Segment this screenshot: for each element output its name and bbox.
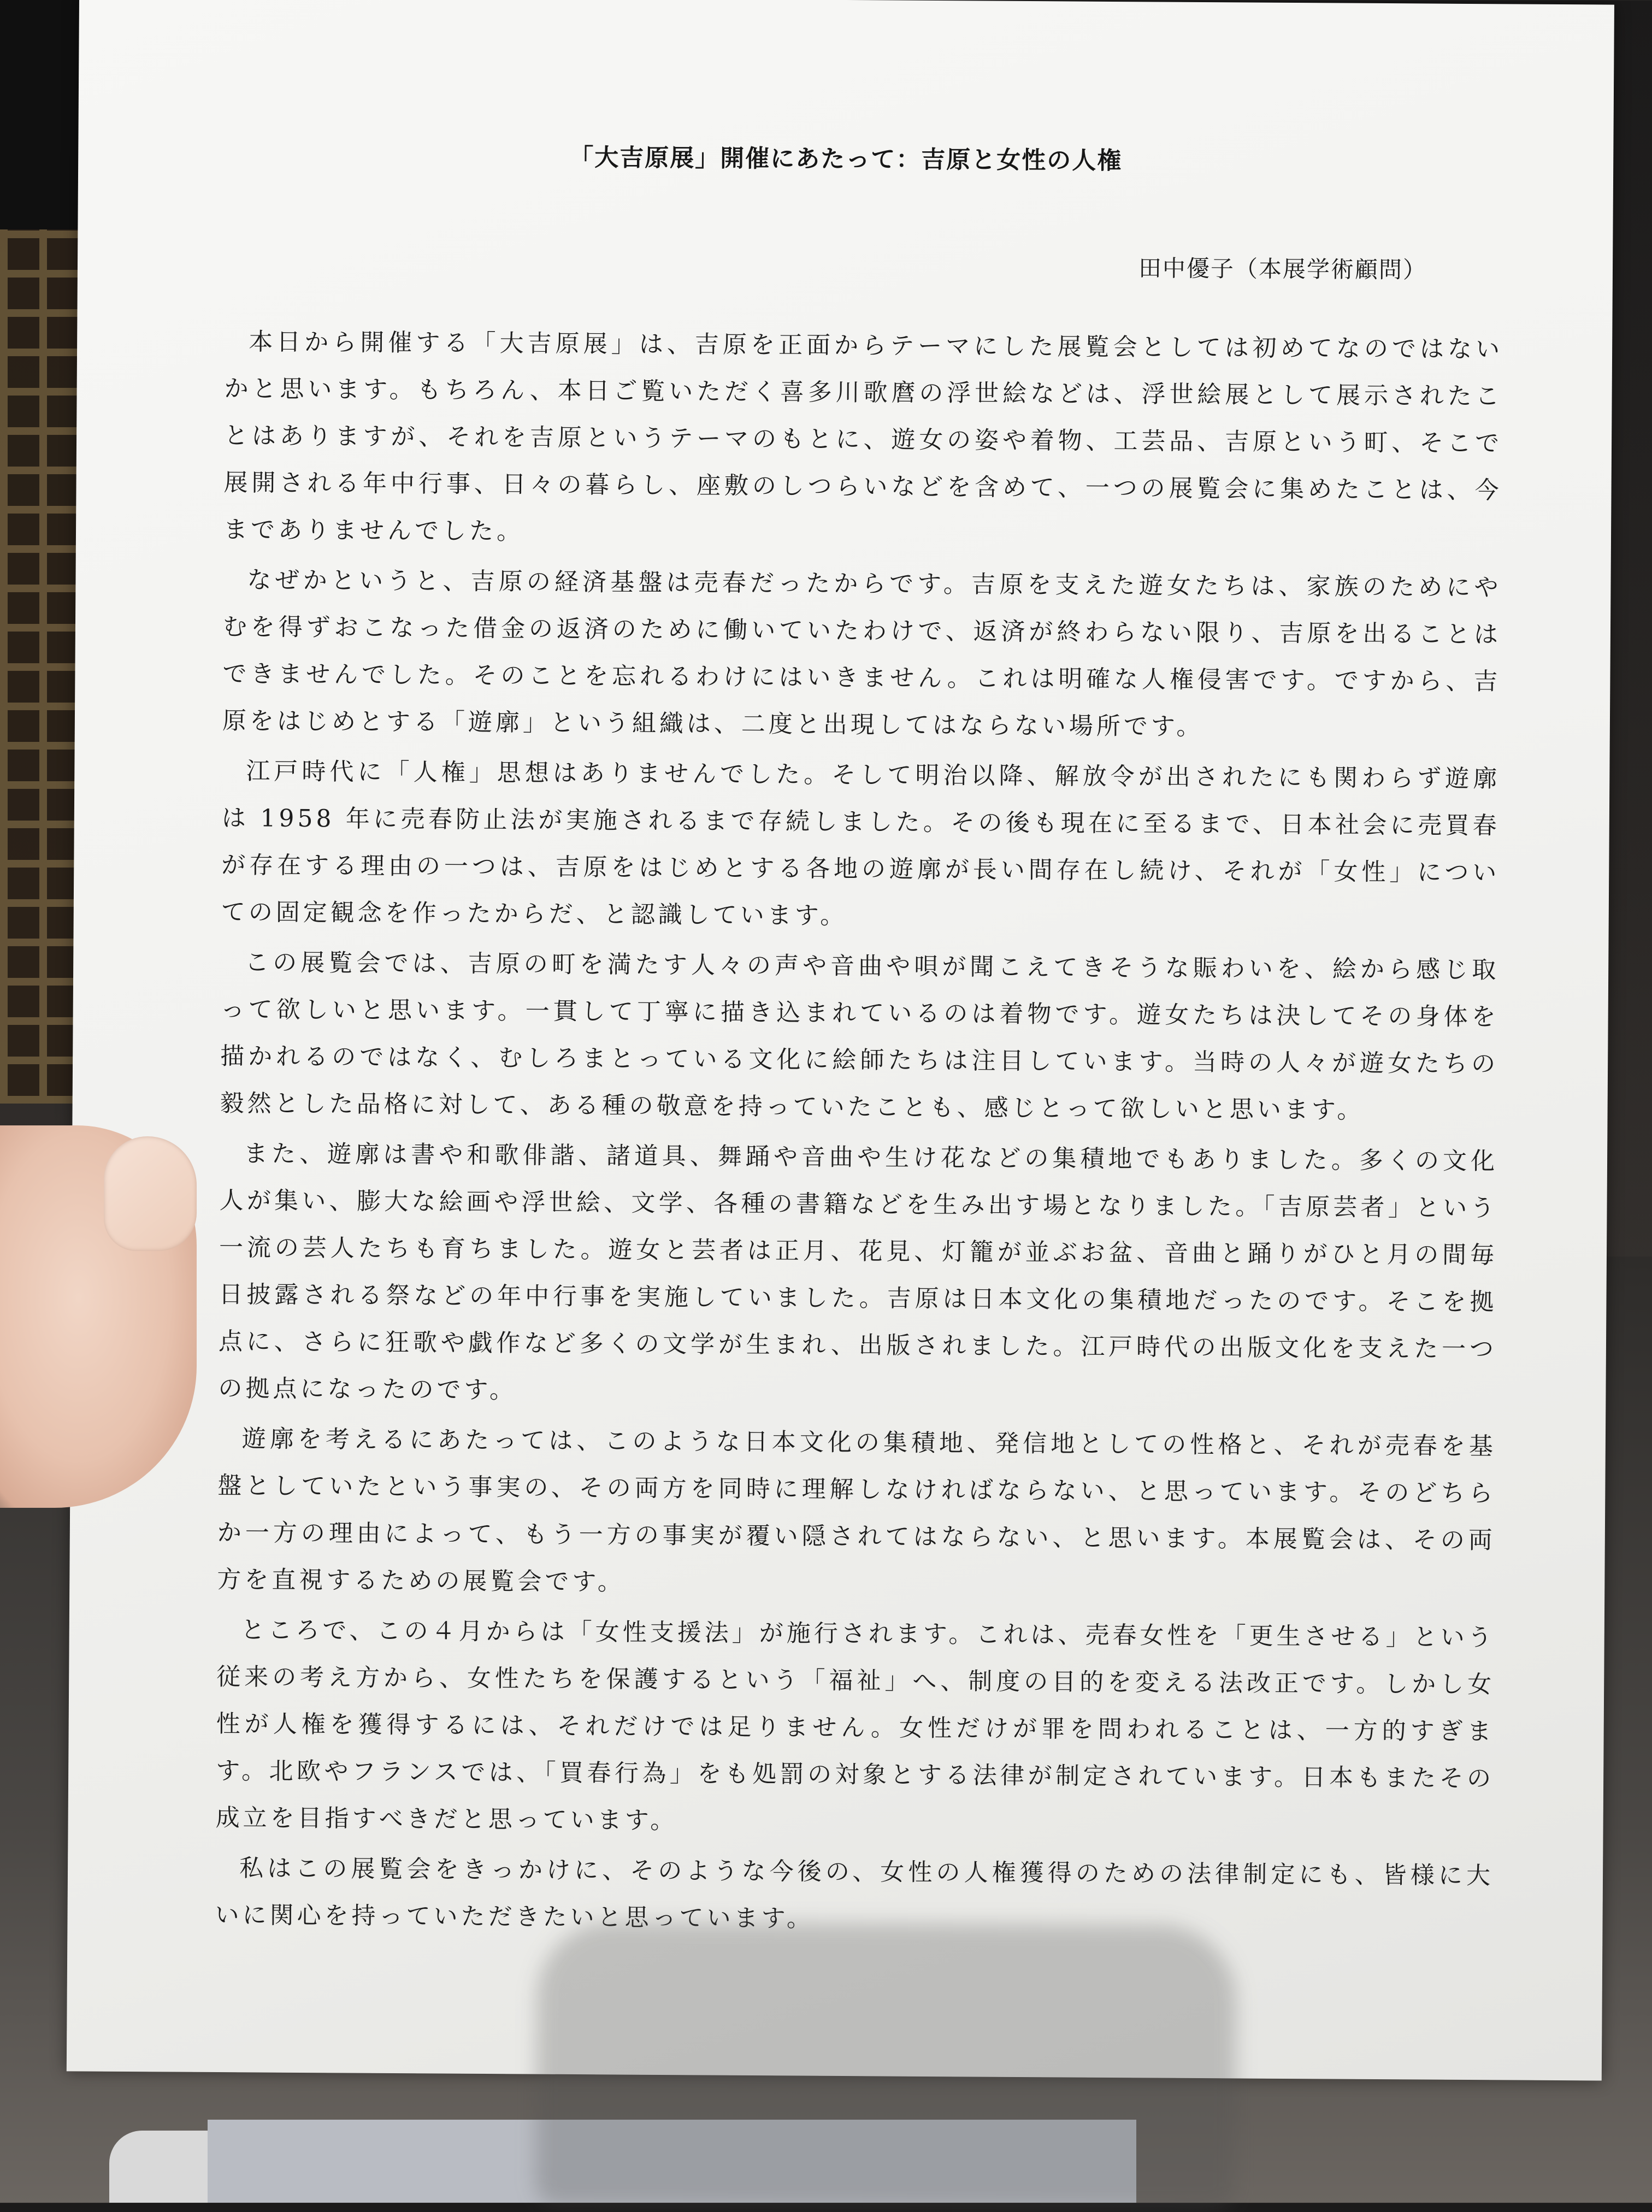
document-body [215,318,1503,1950]
thumbnail-nail [104,1136,197,1251]
paragraph: 私はこの展覧会をきっかけに、そのような今後の、女性の人権獲得のための法律制定にも、皆様に大いに関心を持っていただきたいと思っています。 [215,1854,1494,1933]
paragraph: 江戸時代に「人権」思想はありませんでした。そして明治以降、解放令が出されたにも関わらず遊廓は 1958 年に売春防止法が実施されるまで存続しました。その後も現在に至るまで、日本社会に売買春が存在する理由の一つは、吉原をはじめとする各地の遊廓が長い間存在し続け、それが「女性」についての固定観念を作ったからだ、と認識しています。 [221,757,1501,930]
document-title: 「大吉原展」開催にあたって：吉原と女性の人権 [569,143,1123,175]
document-author: 田中優子（本展学術顧問） [1138,255,1427,284]
paragraph: また、遊廓は書や和歌俳諧、諸道具、舞踊や音曲や生け花などの集積地でもありました。多くの文化人が集い、膨大な絵画や浮世絵、文学、各種の書籍などを生み出す場となりました。「吉原芸者」という一流の芸人たちも育ちました。遊女と芸者は正月、花見、灯籠が並ぶお盆、音曲と踊りがひと月の間毎日披露される祭などの年中行事を実施していました。吉原は日本文化の集積地だったのです。そこを拠点に、さらに狂歌や戯作など多くの文学が生まれ、出版されました。江戸時代の出版文化を支えた一つの拠点になったのです。 [218,1140,1498,1405]
paragraph: 本日から開催する「大吉原展」は、吉原を正面からテーマにした展覧会としては初めてなのではないかと思います。もちろん、本日ご覧いただく喜多川歌麿の浮世絵などは、浮世絵展として展示されたことはありますが、それを吉原というテーマのもとに、遊女の姿や着物、工芸品、吉原という町、そこで展開される年中行事、日々の暮らし、座敷のしつらいなどを含めて、一つの展覧会に集めたことは、今までありませんでした。 [223,328,1503,546]
shadow-on-paper [535,1921,1236,2210]
paragraph: ところで、この４月からは「女性支援法」が施行されます。これは、売春女性を「更生させる」という従来の考え方から、女性たちを保護するという「福祉」へ、制度の目的を変える法改正です。しかし女性が人権を獲得するには、それだけでは足りません。女性だけが罪を問われることは、一方的すぎます。北欧やフランスでは、「買春行為」をも処罰の対象とする法律が制定されています。日本もまたその成立を目指すべきだと思っています。 [215,1616,1495,1835]
paragraph: 遊廓を考えるにあたっては、このような日本文化の集積地、発信地としての性格と、それが売春を基盤としていたという事実の、その両方を同時に理解しなければならない、と思っています。そのどちらか一方の理由によって、もう一方の事実が覆い隠されてはならない、と思います。本展覧会は、その両方を直視するための展覧会です。 [217,1425,1497,1596]
printed-sheet [67,0,1614,2081]
paragraph: なぜかというと、吉原の経済基盤は売春だったからです。吉原を支えた遊女たちは、家族のためにやむを得ずおこなった借金の返済のために働いていたわけで、返済が終わらない限り、吉原を出ることはできませんでした。そのことを忘れるわけにはいきません。これは明確な人権侵害です。ですから、吉原をはじめとする「遊廓」という組織は、二度と出現してはならない場所です。 [222,566,1502,741]
paragraph: この展覧会では、吉原の町を満たす人々の声や音曲や唄が聞こえてきそうな賑わいを、絵から感じ取って欲しいと思います。一貫して丁寧に描き込まれているのは着物です。遊女たちは決してその身体を描かれるのではなく、むしろまとっている文化に絵師たちは注目しています。当時の人々が遊女たちの毅然とした品格に対して、ある種の敬意を持っていたことも、感じとって欲しいと思います。 [220,948,1500,1124]
